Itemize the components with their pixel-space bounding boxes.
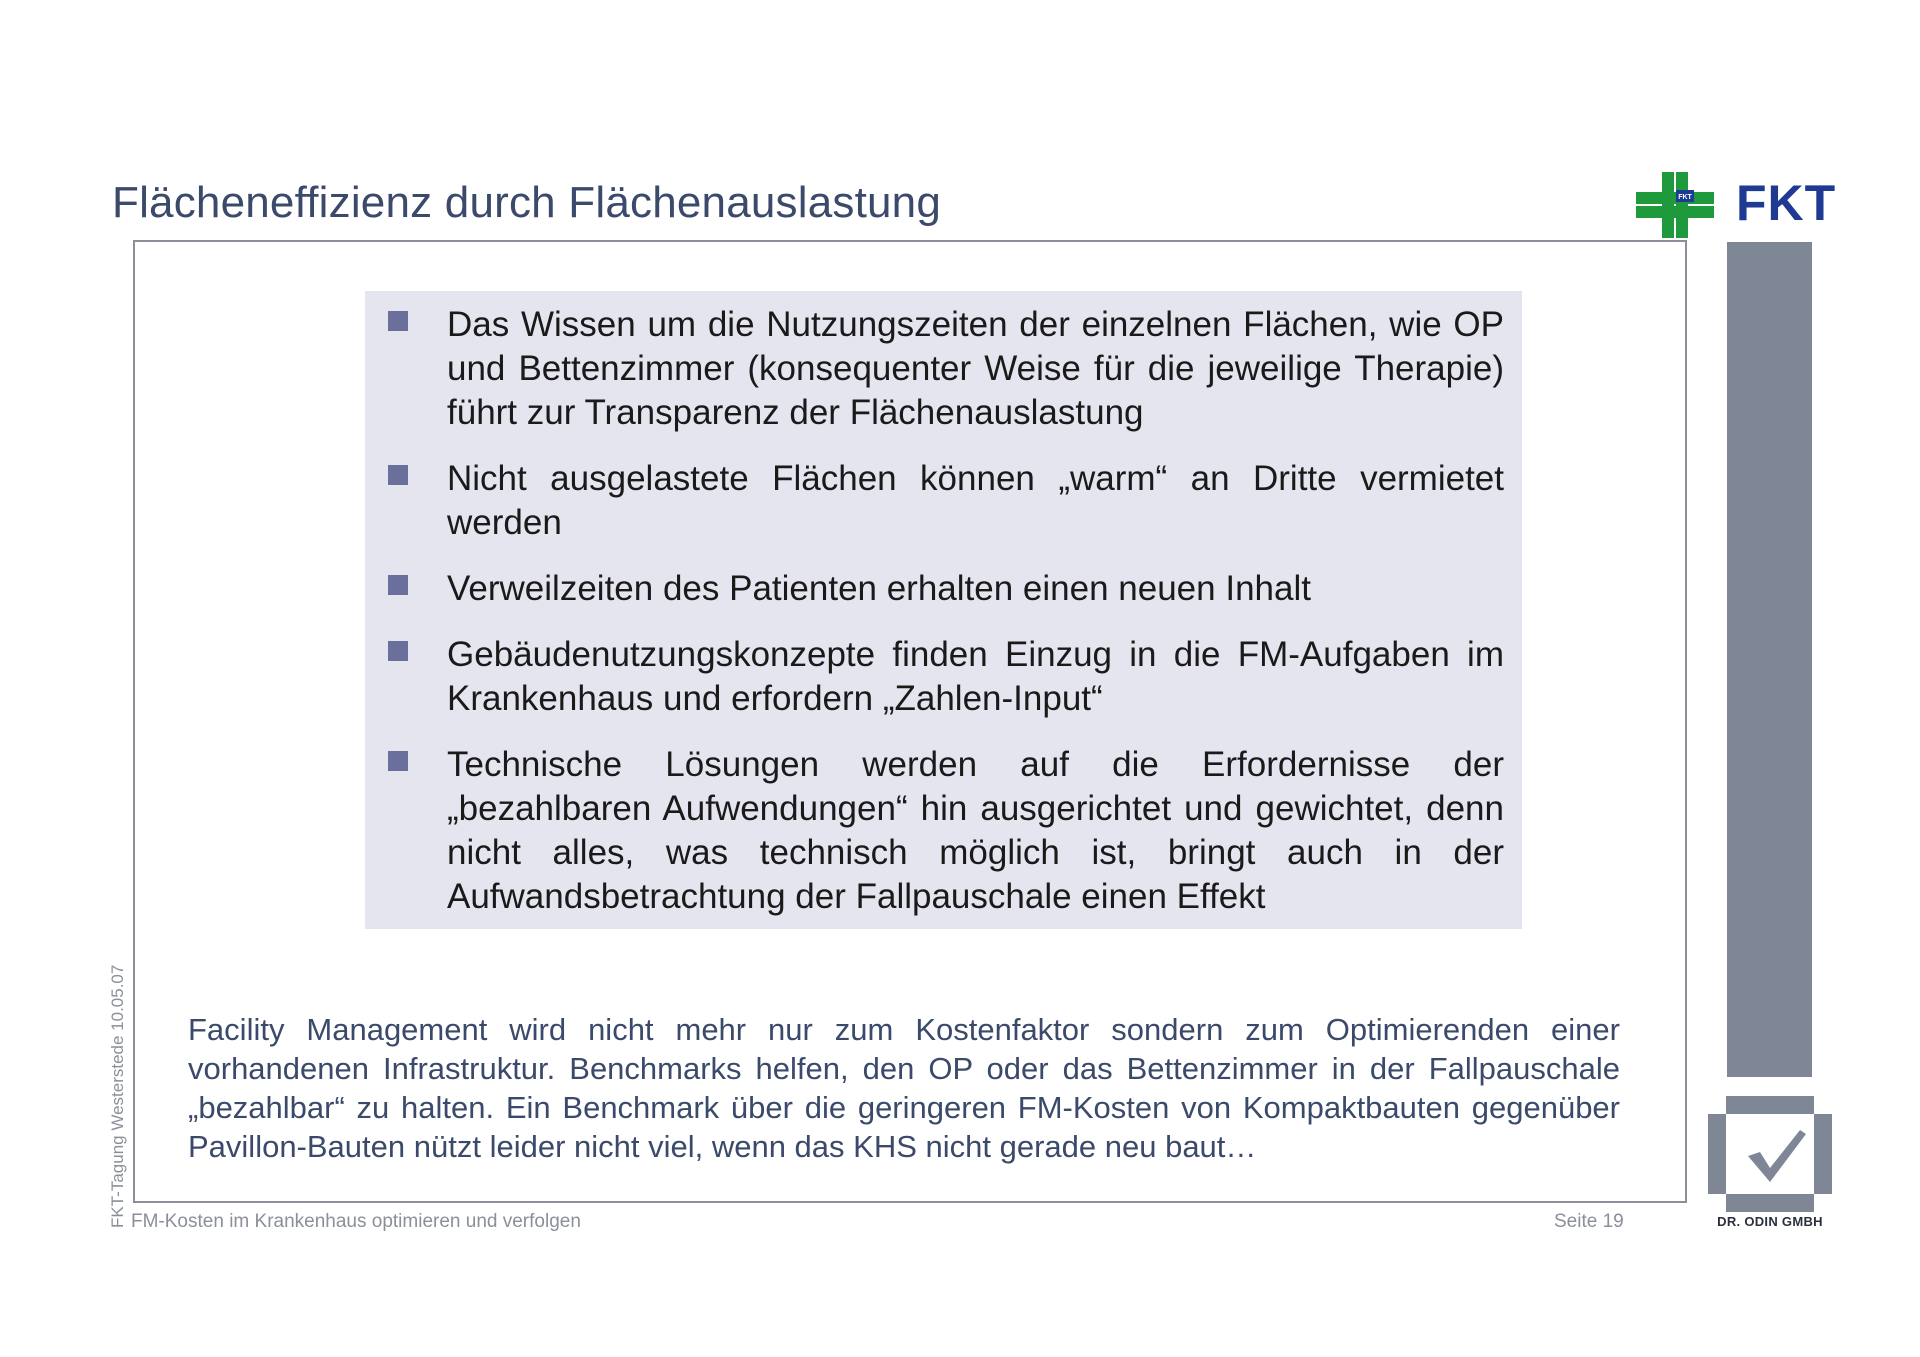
bullet-item bbox=[365, 567, 1504, 611]
checkmark-icon bbox=[1708, 1096, 1832, 1212]
logo-text: FKT bbox=[1736, 175, 1837, 231]
bullet-text: Verweilzeiten des Patienten erhalten einen neuen Inhalt bbox=[447, 569, 1311, 608]
summary-paragraph: Facility Management wird nicht mehr nur zum Kostenfaktor sondern zum Optimierenden einer vorhandenen Infrastruktur. Benchmarks helfen, den OP oder das Bettenzimmer in der Fallpauschale „bezahlbar“ zu halten. Ein Benchmark über die geringeren FM-Kosten von Kompaktbauten gegenüber Pavillon-Bauten nützt leider nicht viel, wenn das KHS nicht gerade neu baut… bbox=[188, 1012, 1620, 1164]
sidebar-bar bbox=[1727, 242, 1812, 1077]
odin-logo-text: DR. ODIN GMBH bbox=[1717, 1214, 1823, 1229]
fkt-logo bbox=[1636, 172, 1837, 238]
square-bullet-icon bbox=[388, 641, 408, 661]
odin-logo bbox=[1708, 1096, 1832, 1231]
green-cross-icon bbox=[1636, 172, 1714, 238]
bullet-text: Das Wissen um die Nutzungszeiten der einzelnen Flächen, wie OP und Bettenzimmer (konsequenter Weise für die jeweilige Therapie) führt zur Transparenz der Flächenauslastung bbox=[447, 305, 1504, 432]
bullet-item bbox=[365, 633, 1504, 721]
bullet-box bbox=[365, 291, 1522, 929]
page-title: Flächeneffizienz durch Flächenauslastung bbox=[112, 178, 942, 227]
bullet-item bbox=[365, 303, 1504, 435]
square-bullet-icon bbox=[388, 311, 408, 331]
footer-title: FM-Kosten im Krankenhaus optimieren und verfolgen bbox=[131, 1211, 581, 1232]
bullet-item bbox=[365, 457, 1504, 545]
event-label: FKT-Tagung Westerstede 10.05.07 bbox=[108, 964, 127, 1228]
bullet-item bbox=[365, 743, 1504, 919]
square-bullet-icon bbox=[388, 751, 408, 771]
bullet-list bbox=[365, 291, 1522, 919]
bullet-text: Nicht ausgelastete Flächen können „warm“ an Dritte vermietet werden bbox=[447, 459, 1504, 542]
square-bullet-icon bbox=[388, 575, 408, 595]
bullet-text: Gebäudenutzungskonzepte finden Einzug in die FM-Aufgaben im Krankenhaus und erfordern „Zahlen-Input“ bbox=[447, 635, 1504, 718]
square-bullet-icon bbox=[388, 465, 408, 485]
bullet-text: Technische Lösungen werden auf die Erfordernisse der „bezahlbaren Aufwendungen“ hin ausgerichtet und gewichtet, denn nicht alles, was technisch möglich ist, bringt auch in der Aufwandsbetrachtung der Fallpauschale einen Effekt bbox=[447, 745, 1504, 916]
page-number: Seite 19 bbox=[1554, 1211, 1624, 1232]
logo-badge: FKT bbox=[1678, 194, 1692, 201]
